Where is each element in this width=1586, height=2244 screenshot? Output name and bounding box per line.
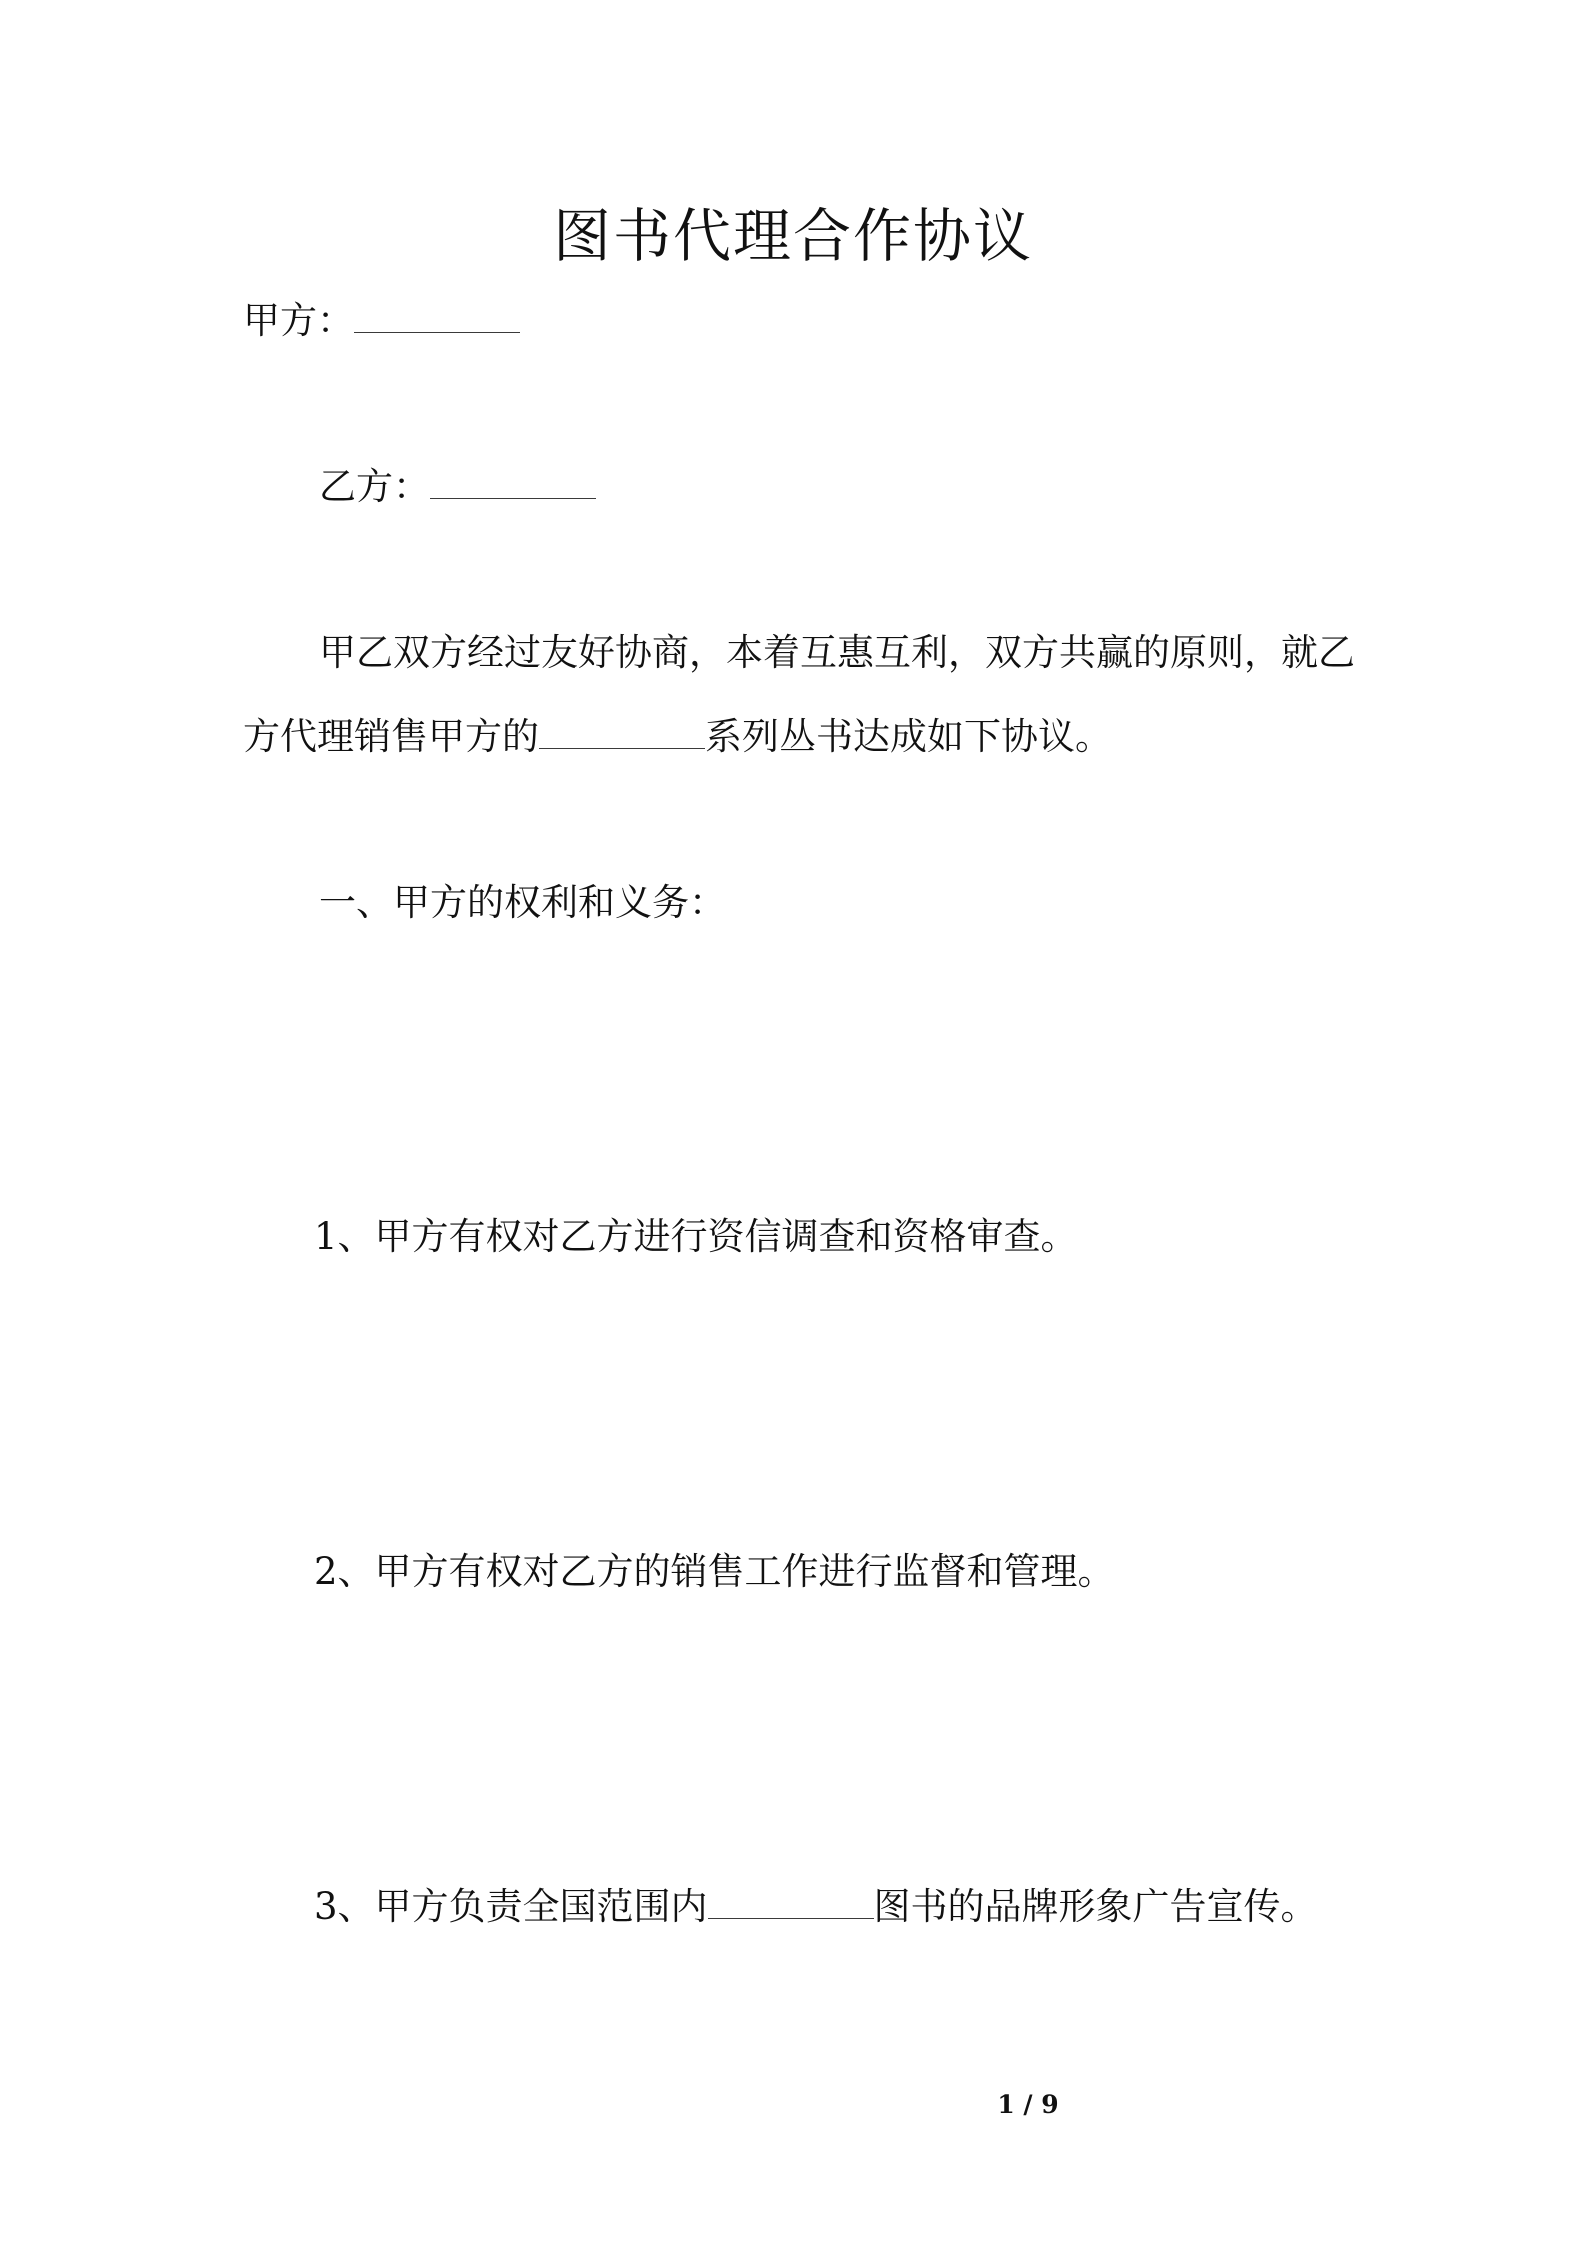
party-a-label: 甲方： [243,299,354,342]
intro-line-2-after: 系列丛书达成如下协议。 [705,715,1112,758]
list-item-3 [314,1882,1318,1932]
party-b-blank [430,464,596,499]
list-item-1: 1、甲方有权对乙方进行资信调查和资格审查。 [314,1215,1078,1258]
section-1-heading: 一、甲方的权利和义务： [319,881,726,924]
list-item-2: 2、甲方有权对乙方的销售工作进行监督和管理。 [314,1550,1115,1593]
party-a-blank [354,298,520,333]
series-name-blank [539,714,705,749]
party-a-line [243,296,520,346]
party-b-label: 乙方： [319,465,430,508]
list-item-3-before: 3、甲方负责全国范围内 [314,1885,708,1928]
list-item-3-after: 图书的品牌形象广告宣传。 [873,1885,1318,1928]
party-b-line [319,462,596,512]
intro-line-1: 甲乙双方经过友好协商，本着互惠互利，双方共赢的原则，就乙 [319,631,1355,674]
intro-line-2 [243,712,1112,762]
page-number: 1 / 9 [997,2090,1059,2119]
book-name-blank [708,1884,874,1919]
intro-line-2-before: 方代理销售甲方的 [243,715,539,758]
document-title: 图书代理合作协议 [552,202,1033,270]
